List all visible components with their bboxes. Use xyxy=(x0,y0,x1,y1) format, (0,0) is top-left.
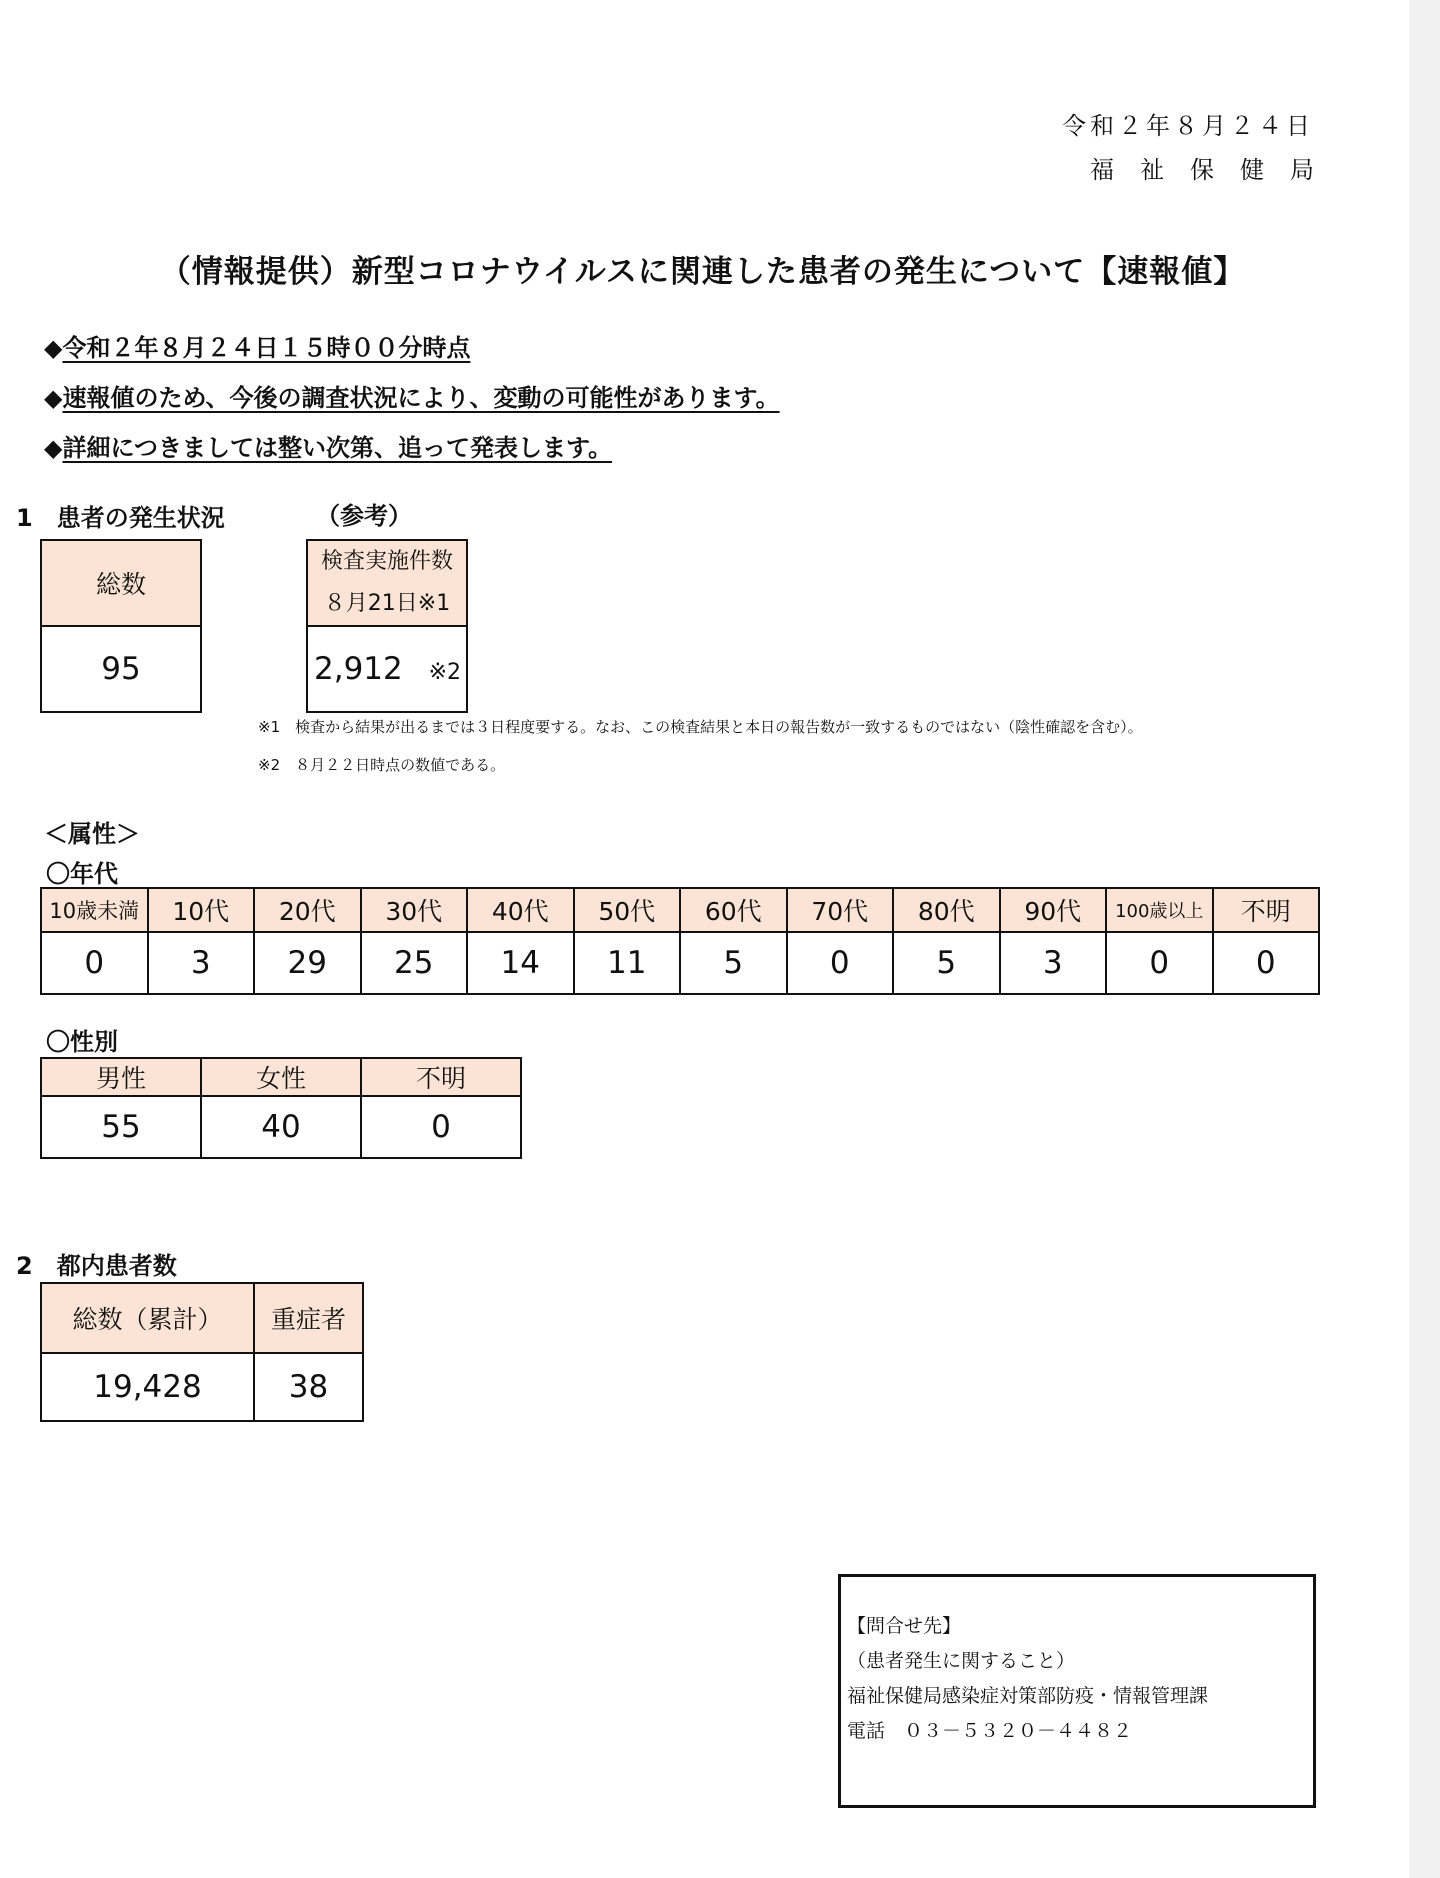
age-value: 3 xyxy=(1000,932,1107,994)
sex-header: 男性 xyxy=(41,1058,201,1096)
sex-header: 女性 xyxy=(201,1058,361,1096)
age-value: 0 xyxy=(1106,932,1213,994)
contact-title: 【問合せ先】 xyxy=(847,1615,962,1637)
section1-heading: 1 患者の発生状況 xyxy=(16,504,225,532)
tests-header xyxy=(307,540,467,626)
contact-department: 福祉保健局感染症対策部防疫・情報管理課 xyxy=(847,1685,1209,1707)
contact-subtitle: （患者発生に関すること） xyxy=(847,1650,1076,1672)
cumulative-header: 総数（累計） xyxy=(41,1283,254,1353)
age-value: 5 xyxy=(893,932,1000,994)
reference-label: （参考） xyxy=(316,502,412,530)
age-value-row xyxy=(41,932,1319,994)
sex-value: 55 xyxy=(41,1096,201,1158)
age-header: 70代 xyxy=(787,888,894,932)
sex-value-row xyxy=(41,1096,521,1158)
total-header: 総数 xyxy=(41,540,201,626)
age-header: 20代 xyxy=(254,888,361,932)
age-header: 40代 xyxy=(467,888,574,932)
document-date: 令和２年８月２４日 xyxy=(1062,112,1314,140)
diamond-icon: ◆ xyxy=(44,384,63,412)
age-value: 14 xyxy=(467,932,574,994)
total-value: 95 xyxy=(41,626,201,712)
age-header: 不明 xyxy=(1213,888,1320,932)
tests-table xyxy=(306,539,468,713)
age-value: 0 xyxy=(787,932,894,994)
tests-value: 2,912 xyxy=(314,651,403,687)
age-value: 25 xyxy=(361,932,468,994)
age-header: 100歳以上 xyxy=(1106,888,1213,932)
sex-value: 40 xyxy=(201,1096,361,1158)
age-value: 3 xyxy=(148,932,255,994)
age-heading: 〇年代 xyxy=(46,860,118,888)
age-header: 80代 xyxy=(893,888,1000,932)
sex-heading: 〇性別 xyxy=(46,1028,118,1056)
page-title: （情報提供）新型コロナウイルスに関連した患者の発生について【速報値】 xyxy=(159,254,1246,290)
contact-box xyxy=(838,1574,1316,1808)
severe-value: 38 xyxy=(254,1353,363,1421)
cumulative-value: 19,428 xyxy=(41,1353,254,1421)
sex-value: 0 xyxy=(361,1096,521,1158)
tests-header-line2: ８月21日※1 xyxy=(323,591,451,616)
tests-header-line1: 検査実施件数 xyxy=(320,549,453,574)
age-header-row xyxy=(41,888,1319,932)
sex-table xyxy=(40,1057,522,1159)
tests-value-note: ※2 xyxy=(428,660,462,685)
attributes-heading: ＜属性＞ xyxy=(44,820,140,848)
age-value: 0 xyxy=(1213,932,1320,994)
right-gutter xyxy=(1409,0,1440,1878)
diamond-icon: ◆ xyxy=(44,334,63,362)
tests-value-cell xyxy=(307,626,467,712)
bullet-provisional xyxy=(44,378,780,413)
footnote-1: ※1 検査から結果が出るまでは３日程度要する。なお、この検査結果と本日の報告数が一致するものではない（陰性確認を含む）。 xyxy=(258,718,1143,736)
age-value: 5 xyxy=(680,932,787,994)
age-header: 10歳未満 xyxy=(41,888,148,932)
age-value: 11 xyxy=(574,932,681,994)
bullet-text: 令和２年８月２４日１５時００分時点 xyxy=(62,334,471,362)
bullet-text: 速報値のため、今後の調査状況により、変動の可能性があります。 xyxy=(62,384,780,412)
contact-phone: 電話 ０３－５３２０－４４８２ xyxy=(847,1720,1133,1742)
age-header: 60代 xyxy=(680,888,787,932)
severe-header: 重症者 xyxy=(254,1283,363,1353)
total-table xyxy=(40,539,202,713)
sex-header: 不明 xyxy=(361,1058,521,1096)
age-table xyxy=(40,887,1320,995)
diamond-icon: ◆ xyxy=(44,434,63,462)
sex-header-row xyxy=(41,1058,521,1096)
bullet-details xyxy=(44,428,612,463)
bullet-text: 詳細につきましては整い次第、追って発表します。 xyxy=(62,434,613,462)
age-value: 0 xyxy=(41,932,148,994)
age-header: 30代 xyxy=(361,888,468,932)
age-header: 90代 xyxy=(1000,888,1107,932)
age-header: 10代 xyxy=(148,888,255,932)
age-value: 29 xyxy=(254,932,361,994)
section2-heading: 2 都内患者数 xyxy=(16,1252,177,1280)
bullet-timestamp xyxy=(44,328,470,363)
age-header: 50代 xyxy=(574,888,681,932)
cumulative-table xyxy=(40,1282,364,1422)
issuing-bureau: 福祉保健局 xyxy=(1090,156,1340,184)
footnote-2: ※2 ８月２２日時点の数値である。 xyxy=(258,756,506,774)
